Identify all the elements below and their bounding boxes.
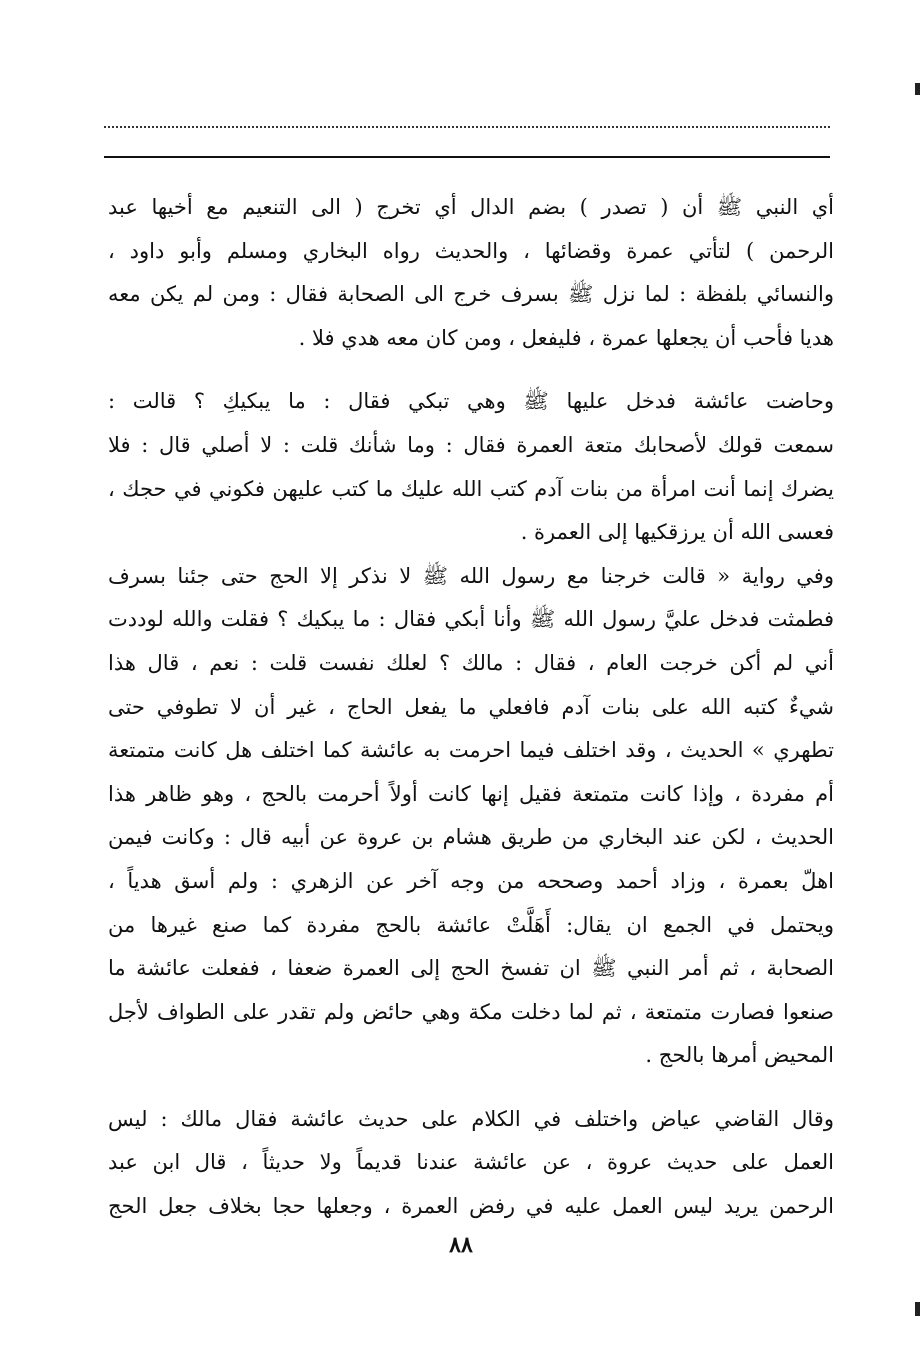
text-line: شيءٌ كتبه الله على بنات آدم فافعلي ما يفعل الحاج ، غير أن لا تطوفي حتى <box>108 694 834 719</box>
text-line: والنسائي بلفظة : لما نزل ﷺ بسرف خرج الى الصحابة فقال : ومن لم يكن معه <box>108 282 834 307</box>
text-line: اهلّ بعمرة ، وزاد أحمد وصححه من وجه آخر عن الزهري : ولم أسق هدياً ، <box>108 868 834 893</box>
text-line: أم مفردة ، وإذا كانت متمتعة فقيل إنها كانت أولاً أحرمت بالحج ، وهو ظاهر هذا <box>108 781 834 806</box>
paragraph-3 <box>108 555 834 1078</box>
text-line: أي النبي ﷺ أن ( تصدر ) بضم الدال أي تخرج ( الى التنعيم مع أخيها عبد <box>108 195 834 219</box>
header-solid-rule <box>104 156 830 158</box>
text-line: سمعت قولك لأصحابك متعة العمرة فقال : وما شأنك قلت : لا أصلي قال : فلا <box>108 432 834 457</box>
text-line: أني لم أكن خرجت العام ، فقال : مالك ؟ لعلك نفست قلت : نعم ، قال هذا <box>108 650 834 675</box>
text-line: صنعوا فصارت متمتعة ، ثم لما دخلت مكة وهي حائض ولم تقدر على الطواف لأجل <box>108 999 834 1024</box>
text-line: الرحمن يريد ليس العمل عليه في رفض العمرة ، وجعلها حجا بخلاف جعل الحج <box>108 1194 834 1219</box>
text-line: تطهري » الحديث ، وقد اختلف فيما احرمت به عائشة كما اختلف هل كانت متمتعة <box>108 738 834 763</box>
text-line: فطمثت فدخل عليَّ رسول الله ﷺ وأنا أبكي فقال : ما يبكيك ؟ فقلت والله لوددت <box>108 607 834 632</box>
text-line: الصحابة ، ثم أمر النبي ﷺ ان تفسخ الحج إلى العمرة ضعفا ، ففعلت عائشة ما <box>108 956 834 981</box>
paragraph-2 <box>108 380 834 554</box>
text-line: الرحمن ) لتأتي عمرة وقضائها ، والحديث رواه البخاري ومسلم وأبو داود ، <box>108 238 834 263</box>
text-line: وفي رواية « قالت خرجنا مع رسول الله ﷺ لا نذكر إلا الحج حتى جئنا بسرف <box>108 563 834 588</box>
text-line: ويحتمل في الجمع ان يقال: أَهَلَّتْ عائشة بالحج مفردة كما صنع غيرها من <box>108 912 834 937</box>
text-line: وقال القاضي عياض واختلف في الكلام على حديث عائشة فقال مالك : ليس <box>108 1106 834 1131</box>
text-line: هديا فأحب أن يجعلها عمرة ، فليفعل ، ومن كان معه هدي فلا . <box>298 325 834 350</box>
text-line: وحاضت عائشة فدخل عليها ﷺ وهي تبكي فقال : ما يبكيكِ ؟ قالت : <box>108 389 834 414</box>
text-line: العمل على حديث عروة ، عن عائشة عندنا قديماً ولا حديثاً ، قال ابن عبد <box>108 1150 834 1175</box>
text-line: الحديث ، لكن عند البخاري من طريق هشام بن عروة عن أبيه قال : وكانت فيمن <box>108 825 834 850</box>
page-edge-mark-top <box>915 83 920 95</box>
paragraph-1 <box>108 186 834 360</box>
paragraph-4 <box>108 1098 834 1229</box>
header-dotted-rule <box>104 126 830 128</box>
text-line: فعسى الله أن يرزقكيها إلى العمرة . <box>520 520 834 545</box>
text-line: يضرك إنما أنت امرأة من بنات آدم كتب الله عليك ما كتب عليهن فكوني في حجك ، <box>108 476 834 501</box>
text-line: المحيض أمرها بالحج . <box>645 1043 834 1068</box>
body-text <box>108 186 834 1229</box>
page-edge-mark-bottom <box>915 1302 920 1316</box>
page-number: ٨٨ <box>449 1232 473 1258</box>
